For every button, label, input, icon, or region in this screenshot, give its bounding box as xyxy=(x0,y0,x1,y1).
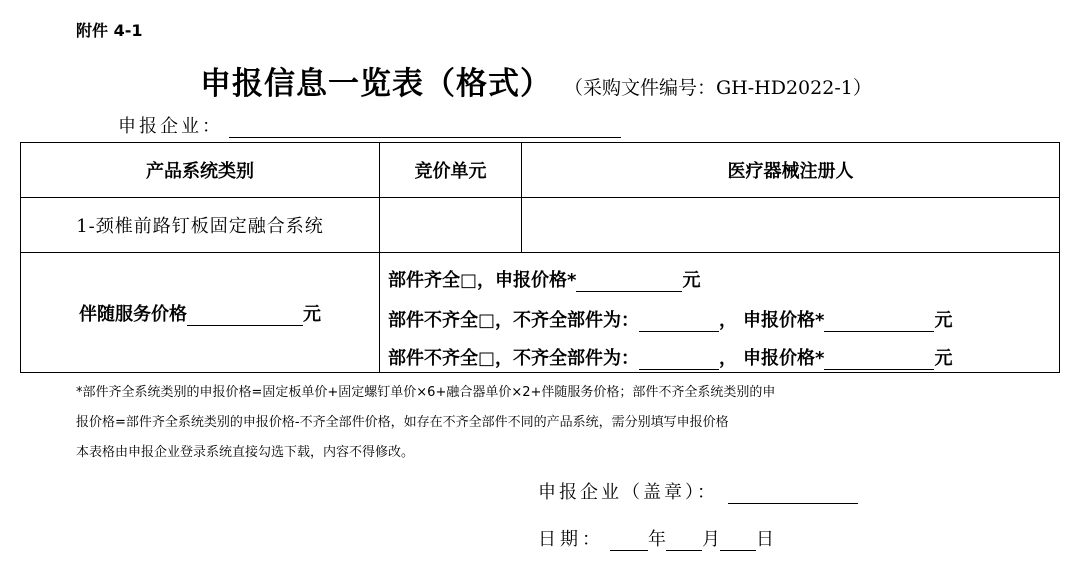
missing-parts-input-line[interactable] xyxy=(639,350,719,370)
note-line-2: 报价格=部件齐全系统类别的申报价格-不齐全部件价格，如存在不齐全部件不同的产品系统，需分别填写申报价格 xyxy=(76,415,729,430)
title-block xyxy=(200,58,872,102)
header-bidding-unit: 竞价单元 xyxy=(414,161,487,182)
incomplete-checkbox-text[interactable]: 部件不齐全□， xyxy=(388,348,514,369)
signature-row xyxy=(538,478,858,504)
table-border-right xyxy=(1059,142,1060,372)
separator: ， xyxy=(719,348,738,369)
incomplete-checkbox-text[interactable]: 部件不齐全□， xyxy=(388,310,514,331)
price-label: 申报价格* xyxy=(743,310,825,331)
attachment-label: 附件 4-1 xyxy=(76,21,143,40)
signature-input-line[interactable] xyxy=(728,483,858,504)
note-line-1: *部件齐全系统类别的申报价格=固定板单价+固定螺钉单价×6+融合器单价×2+伴随服务价格；部件不齐全系统类别的申 xyxy=(76,385,776,400)
procurement-number: （采购文件编号：GH-HD2022-1） xyxy=(564,77,872,99)
missing-parts-input-line[interactable] xyxy=(639,312,719,332)
complete-checkbox-text[interactable]: 部件齐全□， xyxy=(388,270,496,291)
price-input-line[interactable] xyxy=(824,312,934,332)
separator: ， xyxy=(719,310,738,331)
price-unit: 元 xyxy=(934,310,953,331)
service-price-unit: 元 xyxy=(303,303,321,325)
month-input-line[interactable] xyxy=(666,530,702,551)
day-label: 日 xyxy=(756,529,774,550)
page-title: 申报信息一览表（格式） xyxy=(200,66,552,102)
service-price-input-line[interactable] xyxy=(187,306,303,326)
signature-label: 申报企业（盖章）： xyxy=(538,482,718,503)
price-label: 申报价格* xyxy=(495,270,577,291)
price-input-line[interactable] xyxy=(824,350,934,370)
row-registrant-cell[interactable] xyxy=(522,198,1059,252)
note-line-3: 本表格由申报企业登录系统直接勾选下载，内容不得修改。 xyxy=(76,445,415,460)
price-line-incomplete-2 xyxy=(388,344,952,370)
day-input-line[interactable] xyxy=(720,530,756,551)
price-unit: 元 xyxy=(682,270,701,291)
company-label: 申报企业： xyxy=(118,116,223,137)
year-label: 年 xyxy=(648,529,666,550)
table-border-bottom xyxy=(20,372,1060,373)
company-row xyxy=(118,112,621,138)
row-bidding-unit-cell[interactable] xyxy=(380,198,521,252)
service-price-label: 伴随服务价格 xyxy=(79,303,187,325)
price-input-line[interactable] xyxy=(576,272,682,292)
price-line-complete xyxy=(388,266,700,292)
header-registrant: 医疗器械注册人 xyxy=(727,161,854,182)
month-label: 月 xyxy=(702,529,720,550)
row-product-category: 1-颈椎前路钉板固定融合系统 xyxy=(76,216,324,237)
date-label: 日期： xyxy=(538,529,604,550)
missing-parts-label: 不齐全部件为： xyxy=(513,348,640,369)
missing-parts-label: 不齐全部件为： xyxy=(513,310,640,331)
price-line-incomplete-1 xyxy=(388,306,952,332)
price-label: 申报价格* xyxy=(743,348,825,369)
date-row xyxy=(538,525,774,551)
year-input-line[interactable] xyxy=(610,530,648,551)
header-product-category: 产品系统类别 xyxy=(146,161,254,182)
company-input-line[interactable] xyxy=(229,117,621,138)
price-unit: 元 xyxy=(934,348,953,369)
service-price-cell xyxy=(21,253,379,372)
